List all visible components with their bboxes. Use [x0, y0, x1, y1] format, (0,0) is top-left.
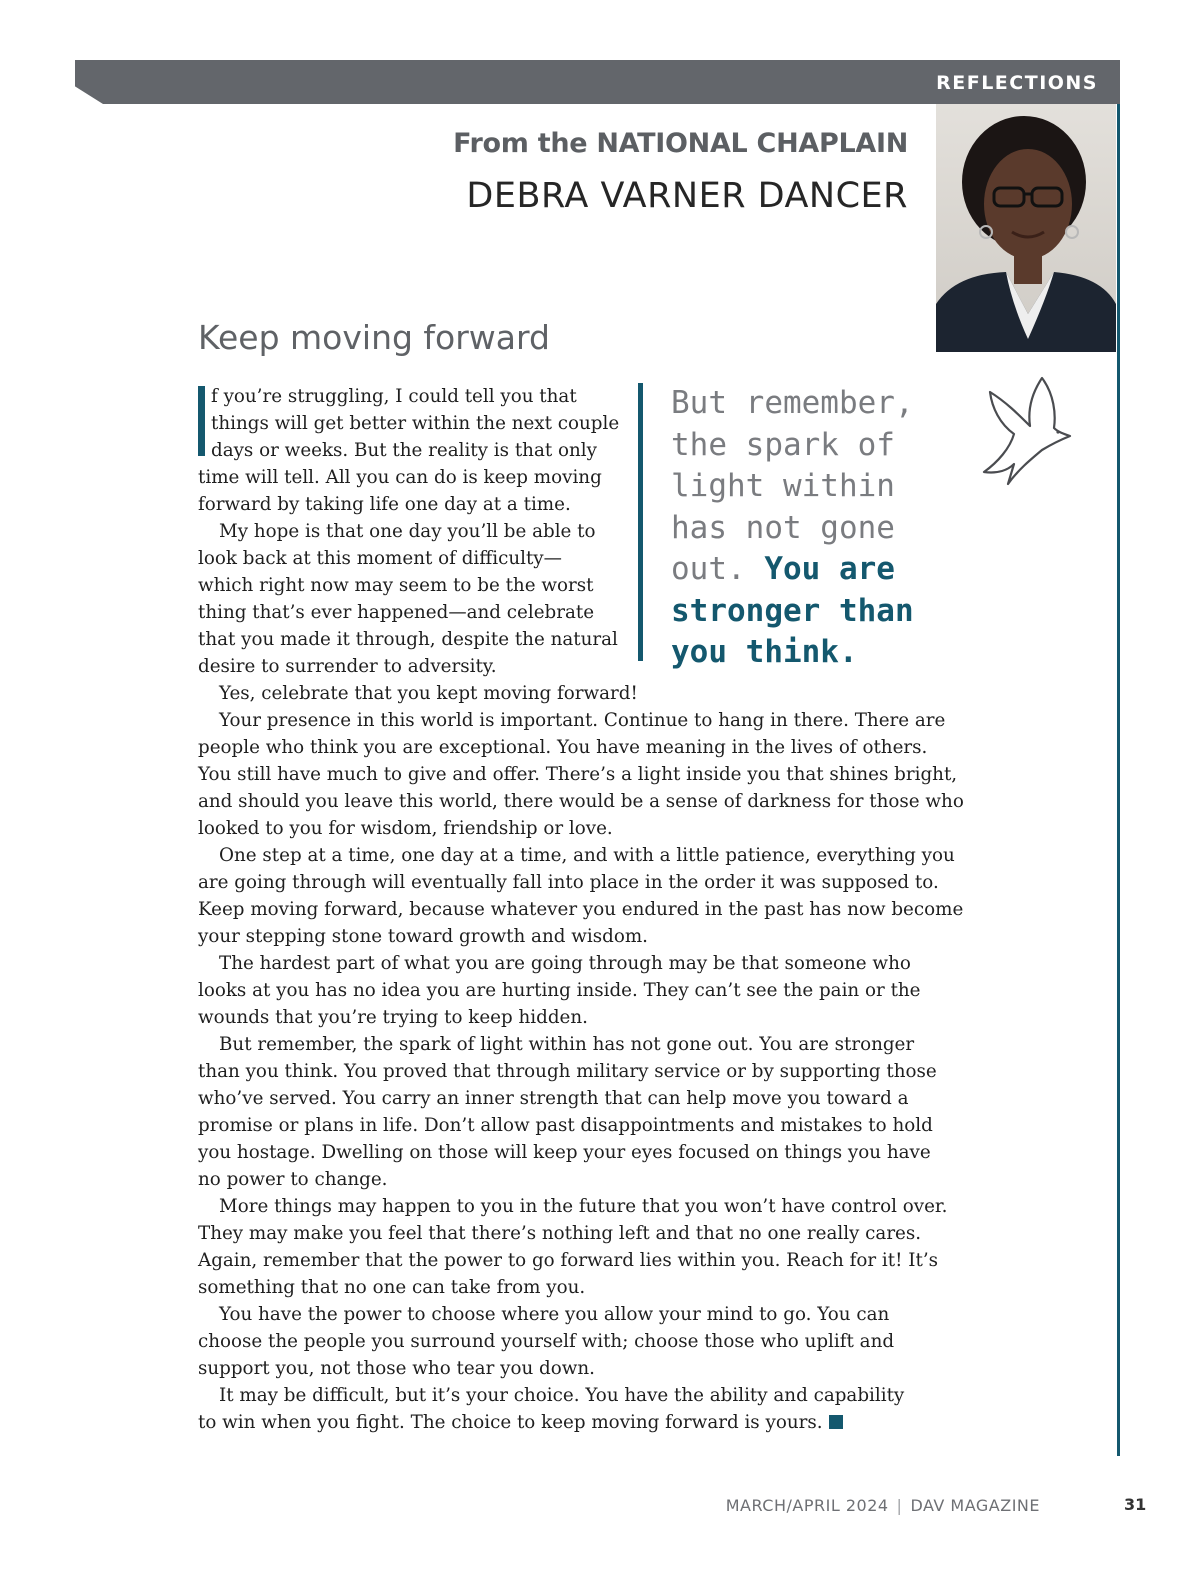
- final-sentence: to win when you fight. The choice to keep moving forward is yours.: [198, 1412, 823, 1433]
- body-line: You still have much to give and offer. There’s a light inside you that shines bright,: [198, 764, 958, 785]
- body-line: Keep moving forward, because whatever you endured in the past has now become: [198, 899, 964, 920]
- body-line: looks at you has no idea you are hurting inside. They can’t see the pain or the: [198, 980, 921, 1001]
- body-line: no power to change.: [198, 1169, 388, 1190]
- body-line: Your presence in this world is important. Continue to hang in there. There are: [219, 710, 946, 731]
- pull-quote-emphasis: You are: [764, 551, 895, 587]
- body-line: who’ve served. You carry an inner strength that can help move you toward a: [198, 1088, 909, 1109]
- body-line: choose the people you surround yourself with; choose those who uplift and: [198, 1331, 895, 1352]
- body-line: desire to surrender to adversity.: [198, 656, 497, 677]
- pull-quote-line: light within: [671, 468, 895, 504]
- body-line: They may make you feel that there’s nothing left and that no one really cares.: [198, 1223, 922, 1244]
- paragraph: [198, 1301, 918, 1382]
- body-line: support you, not those who tear you down.: [198, 1358, 595, 1379]
- page-edge-rule: [1117, 104, 1120, 1456]
- pull-quote-emphasis-line: you think.: [671, 634, 858, 670]
- page-number: 31: [1124, 1495, 1147, 1514]
- body-line: something that no one can take from you.: [198, 1277, 586, 1298]
- body-line: My hope is that one day you’ll be able to: [219, 521, 596, 542]
- section-label: REFLECTIONS: [936, 72, 1098, 94]
- body-line: It may be difficult, but it’s your choice. You have the ability and capability: [219, 1385, 905, 1406]
- body-line: people who think you are exceptional. You have meaning in the lives of others.: [198, 737, 928, 758]
- end-mark-icon: [829, 1415, 843, 1429]
- body-line: One step at a time, one day at a time, and with a little patience, everything you: [219, 845, 955, 866]
- paragraph: Yes, celebrate that you kept moving forward!: [219, 683, 638, 704]
- paragraph: [198, 950, 921, 1031]
- dove-icon: [978, 374, 1078, 490]
- body-line: time will tell. All you can do is keep moving: [198, 467, 602, 488]
- pull-quote-line: the spark of: [671, 426, 895, 463]
- body-line: looked to you for wisdom, friendship or love.: [198, 818, 613, 839]
- author-name: DEBRA VARNER DANCER: [466, 176, 908, 216]
- author-portrait: [936, 104, 1116, 352]
- paragraph: [198, 518, 918, 680]
- drop-cap-bar: [198, 386, 205, 456]
- body-line: you hostage. Dwelling on those will keep your eyes focused on things you have: [198, 1142, 931, 1163]
- paragraph: [198, 707, 964, 842]
- paragraph: [198, 1382, 918, 1436]
- body-line: that you made it through, despite the natural: [198, 629, 618, 650]
- header-kicker: From the NATIONAL CHAPLAIN: [453, 128, 908, 159]
- body-line: f you’re struggling, I could tell you that: [211, 386, 577, 407]
- paragraph: [198, 1193, 948, 1301]
- pull-quote-line: has not gone: [671, 509, 895, 546]
- body-line: things will get better within the next couple: [211, 413, 620, 434]
- pull-quote-line: But remember,: [671, 385, 914, 421]
- body-line: days or weeks. But the reality is that only: [211, 440, 597, 461]
- article-headline: Keep moving forward: [198, 318, 550, 357]
- body-line: Again, remember that the power to go forward lies within you. Reach for it! It’s: [198, 1250, 939, 1271]
- body-line: The hardest part of what you are going through may be that someone who: [219, 953, 911, 974]
- portrait-illustration: [936, 104, 1116, 352]
- pull-quote-tail: out.: [671, 551, 765, 587]
- magazine-name: DAV MAGAZINE: [910, 1496, 1040, 1515]
- body-line: More things may happen to you in the future that you won’t have control over.: [219, 1196, 948, 1217]
- body-line: thing that’s ever happened—and celebrate: [198, 602, 595, 623]
- footer-separator: |: [896, 1496, 903, 1515]
- body-line: promise or plans in life. Don’t allow past disappointments and mistakes to hold: [198, 1115, 933, 1136]
- body-line: your stepping stone toward growth and wisdom.: [198, 926, 648, 947]
- body-line: But remember, the spark of light within has not gone out. You are stronger: [219, 1034, 915, 1055]
- issue-date: MARCH/APRIL 2024: [725, 1496, 889, 1515]
- section-banner-text-wrap: [75, 60, 1120, 104]
- body-line: and should you leave this world, there would be a sense of darkness for those who: [198, 791, 964, 812]
- body-line: look back at this moment of difficulty—: [198, 548, 562, 569]
- article-body: [198, 383, 964, 1436]
- paragraph: [198, 1031, 937, 1193]
- body-line: than you think. You proved that through military service or by supporting those: [198, 1061, 937, 1082]
- body-line: are going through will eventually fall into place in the order it was supposed to.: [198, 872, 939, 893]
- lead-paragraph: [198, 383, 618, 518]
- page-footer: [726, 1496, 1040, 1515]
- body-line: [198, 1409, 918, 1436]
- body-line: You have the power to choose where you allow your mind to go. You can: [219, 1304, 890, 1325]
- body-line: wounds that you’re trying to keep hidden.: [198, 1007, 588, 1028]
- pull-quote-emphasis-line: stronger than: [671, 592, 914, 629]
- body-line: which right now may seem to be the worst: [198, 575, 594, 596]
- paragraph: [198, 842, 964, 950]
- body-line: forward by taking life one day at a time.: [198, 494, 571, 515]
